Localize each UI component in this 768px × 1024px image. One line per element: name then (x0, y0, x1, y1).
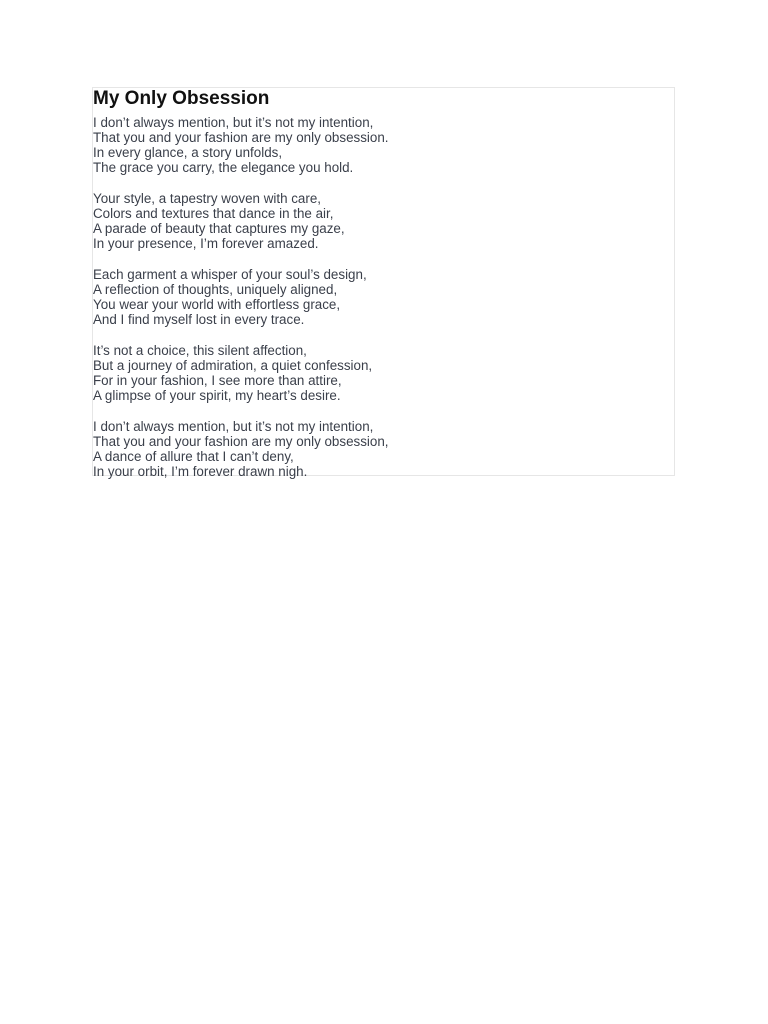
poem-line: Each garment a whisper of your soul’s design, (93, 267, 367, 282)
poem-line: A parade of beauty that captures my gaze, (93, 221, 345, 236)
poem-line: Your style, a tapestry woven with care, (93, 191, 321, 206)
poem-line: But a journey of admiration, a quiet confession, (93, 358, 373, 373)
stanza-4 (93, 343, 674, 403)
poem-line: That you and your fashion are my only obsession. (93, 130, 389, 145)
poem-line: And I find myself lost in every trace. (93, 312, 305, 327)
poem-line: For in your fashion, I see more than attire, (93, 373, 342, 388)
poem-line: A dance of allure that I can’t deny, (93, 449, 294, 464)
poem-body (93, 115, 674, 479)
poem-line: In your presence, I’m forever amazed. (93, 236, 319, 251)
poem-line: I don’t always mention, but it’s not my intention, (93, 419, 374, 434)
poem-line: A glimpse of your spirit, my heart’s desire. (93, 388, 341, 403)
stanza-3 (93, 267, 674, 327)
poem-line: You wear your world with effortless grace, (93, 297, 341, 312)
stanza-1 (93, 115, 674, 175)
poem-line: In your orbit, I’m forever drawn nigh. (93, 464, 308, 479)
stanza-5 (93, 419, 674, 479)
poem-line: The grace you carry, the elegance you hold. (93, 160, 354, 175)
poem-line: In every glance, a story unfolds, (93, 145, 283, 160)
stanza-2 (93, 191, 674, 251)
poem-line: Colors and textures that dance in the air, (93, 206, 334, 221)
poem-line: I don’t always mention, but it’s not my intention, (93, 115, 374, 130)
poem-container (92, 87, 675, 479)
poem-line: It’s not a choice, this silent affection, (93, 343, 307, 358)
poem-line: A reflection of thoughts, uniquely aligned, (93, 282, 338, 297)
poem-line: That you and your fashion are my only obsession, (93, 434, 389, 449)
poem-title: My Only Obsession (93, 88, 270, 109)
